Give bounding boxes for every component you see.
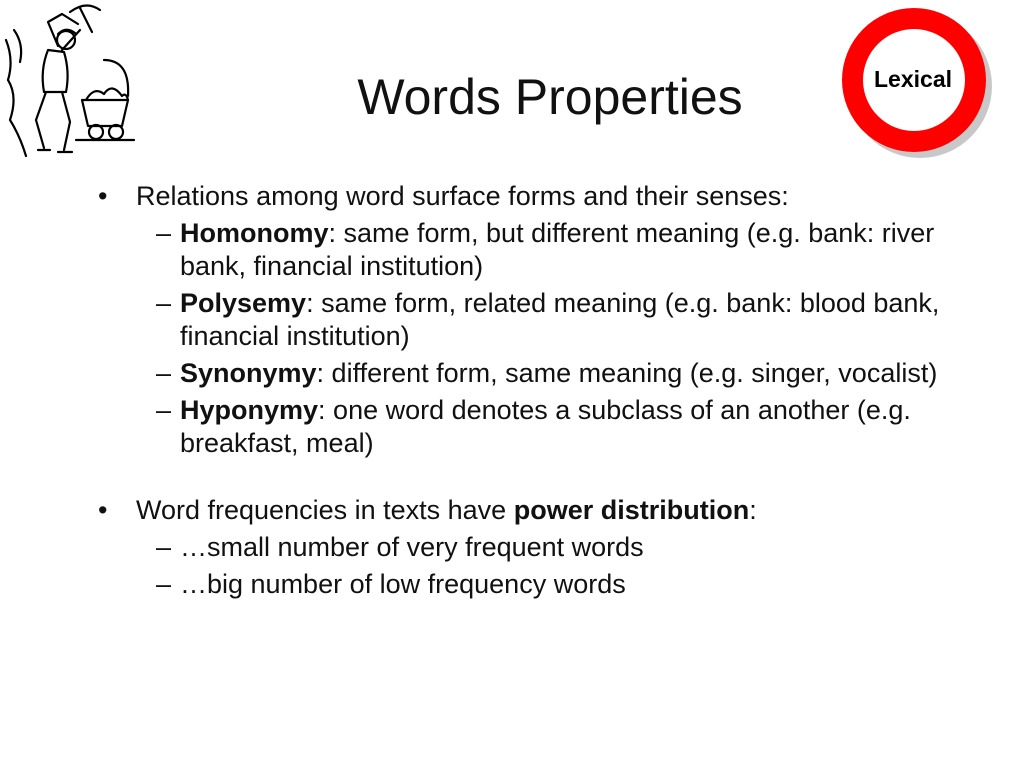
sub-item-hyponymy bbox=[98, 394, 998, 460]
sub-dash: – bbox=[156, 395, 172, 425]
sub-dash: – bbox=[156, 358, 172, 388]
definition-polysemy: : same form, related meaning (e.g. bank: blood bank, financial institution) bbox=[180, 288, 940, 351]
lexical-badge bbox=[828, 0, 1012, 170]
sub-item-homonomy bbox=[98, 217, 998, 283]
sub-item-synonymy bbox=[98, 357, 998, 390]
term-synonymy: Synonymy bbox=[180, 358, 317, 388]
sub-item-polysemy bbox=[98, 287, 998, 353]
term-polysemy: Polysemy bbox=[180, 288, 307, 318]
sub-item-low-frequency bbox=[98, 568, 998, 601]
bullet-colon: : bbox=[749, 495, 757, 525]
sub-text: …big number of low frequency words bbox=[180, 569, 626, 599]
bullet-item bbox=[98, 494, 998, 527]
term-hyponymy: Hyponymy bbox=[180, 395, 319, 425]
definition-hyponymy: : one word denotes a subclass of an another (e.g. breakfast, meal) bbox=[180, 395, 911, 458]
bullet-text: Word frequencies in texts have bbox=[136, 495, 514, 525]
badge-label: Lexical bbox=[874, 66, 952, 92]
sub-item-frequent bbox=[98, 531, 998, 564]
sub-dash: – bbox=[156, 532, 172, 562]
bullet-emphasis: power distribution bbox=[513, 495, 750, 525]
bullet-text: Relations among word surface forms and their senses: bbox=[136, 181, 789, 211]
sub-text: …small number of very frequent words bbox=[180, 532, 644, 562]
spacer bbox=[98, 460, 998, 494]
bullet-dot: • bbox=[98, 495, 108, 525]
sub-dash: – bbox=[156, 218, 172, 248]
bullet-dot: • bbox=[98, 181, 108, 211]
sub-dash: – bbox=[156, 288, 172, 318]
slide-title: Words Properties bbox=[357, 69, 743, 125]
definition-synonymy: : different form, same meaning (e.g. singer, vocalist) bbox=[316, 358, 938, 388]
bullet-item bbox=[98, 180, 998, 213]
sub-dash: – bbox=[156, 569, 172, 599]
slide-content bbox=[98, 180, 998, 601]
term-homonomy: Homonomy bbox=[180, 218, 329, 248]
definition-homonomy: : same form, but different meaning (e.g. bank: river bank, financial institution) bbox=[180, 218, 935, 281]
